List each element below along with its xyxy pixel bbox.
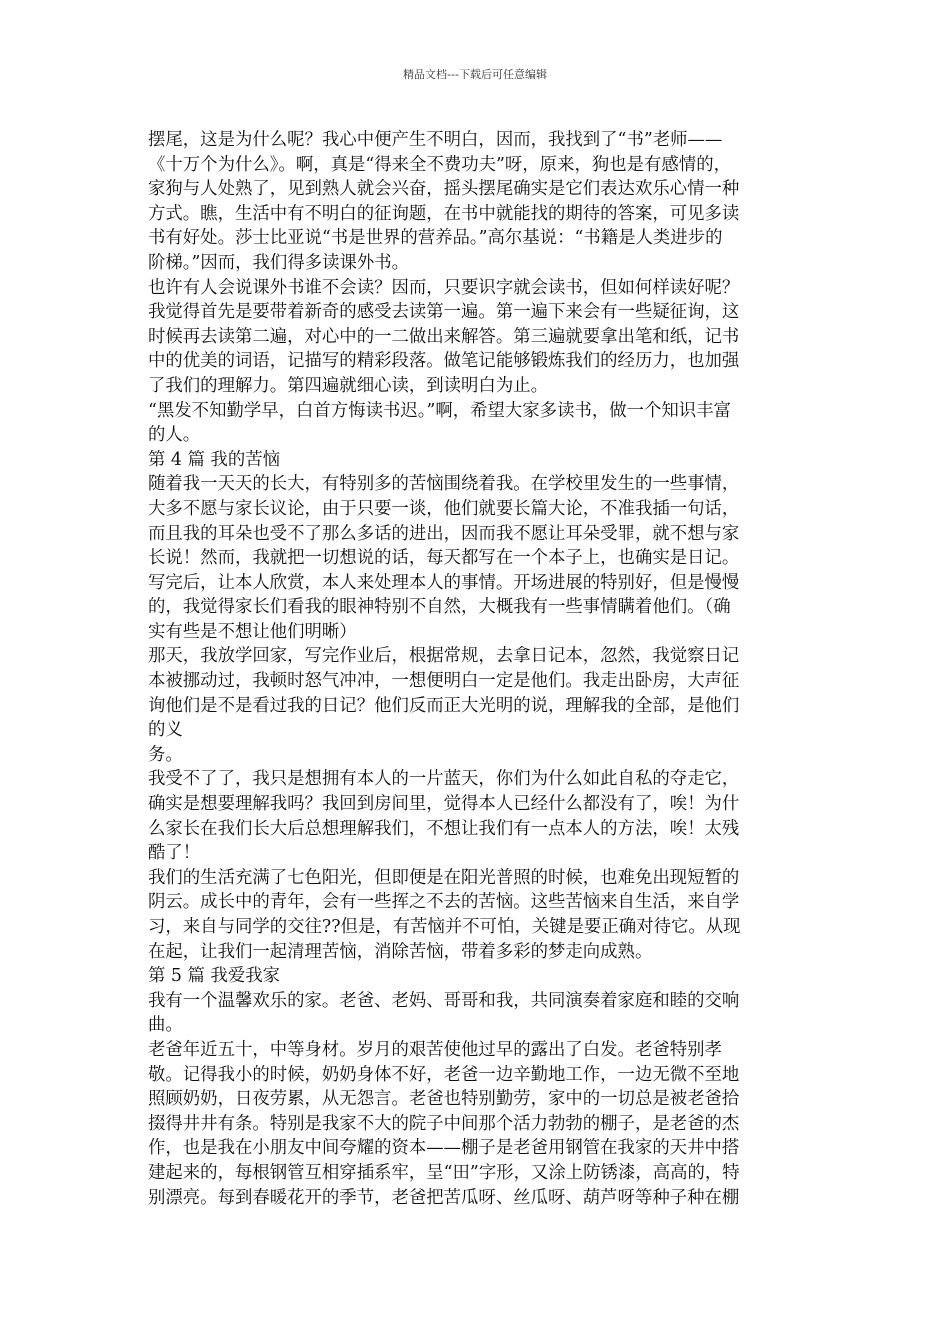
text-line: 中的优美的词语，记描写的精彩段落。做笔记能够锻炼我们的经历力，也加强 (148, 351, 740, 372)
text-line: 掇得井井有条。特别是我家不大的院子中间那个活力勃勃的棚子，是老爸的杰 (148, 1113, 740, 1134)
text-line: 大多不愿与家长议论，由于只要一谈，他们就要长篇大论，不准我插一句话， (148, 498, 740, 519)
text-line: 也许有人会说课外书谁不会读？因而，只要识字就会读书，但如何样读好呢？ (148, 277, 740, 298)
text-line: 第 5 篇 我爱我家 (148, 966, 280, 987)
text-line: 《十万个为什么》。啊，真是“得来全不费功夫”呀，原来，狗也是有感情的， (148, 154, 731, 175)
text-line: 第 4 篇 我的苦恼 (148, 449, 280, 470)
text-line: 写完后，让本人欣赏，本人来处理本人的事情。开场进展的特别好，但是慢慢 (148, 572, 740, 593)
text-line: 照顾奶奶，日夜劳累，从无怨言。老爸也特别勤劳，家中的一切总是被老爸拾 (148, 1089, 740, 1110)
text-line: 家狗与人处熟了，见到熟人就会兴奋，摇头摆尾确实是它们表达欢乐心情一种 (148, 179, 740, 200)
page-header: 精品文档---下载后可任意编辑 (403, 68, 547, 81)
text-line: 习，来自与同学的交往??但是，有苦恼并不可怕，关键是要正确对待它。从现 (148, 917, 741, 937)
text-line: 时候再去读第二遍，对心中的一二做出来解答。第三遍就要拿出笔和纸，记书 (148, 326, 740, 347)
text-line: 曲。 (148, 1015, 183, 1036)
text-line: 的，我觉得家长们看我的眼神特别不自然，大概我有一些事情瞒着他们。（确 (148, 597, 731, 618)
text-line: 随着我一天天的长大，有特别多的苦恼围绕着我。在学校里发生的一些事情， (148, 474, 740, 495)
text-line: 本被挪动过，我顿时怒气冲冲，一想便明白一定是他们。我走出卧房，大声征 (148, 671, 740, 692)
text-line: 我有一个温馨欢乐的家。老爸、老妈、哥哥和我，共同演奏着家庭和睦的交响 (148, 990, 740, 1011)
text-line: 摆尾，这是为什么呢？我心中便产生不明白，因而，我找到了“书”老师—— (148, 130, 723, 150)
text-line: 方式。瞧，生活中有不明白的征询题，在书中就能找的期待的答案，可见多读 (148, 203, 740, 224)
text-line: 老爸年近五十，中等身材。岁月的艰苦使他过早的露出了白发。老爸特别孝 (148, 1039, 722, 1060)
text-line: 阴云。成长中的青年，会有一些挥之不去的苦恼。这些苦恼来自生活，来自学 (148, 892, 740, 913)
text-line: 那天，我放学回家，写完作业后，根据常规，去拿日记本，忽然，我觉察日记 (148, 646, 740, 667)
text-line: 实有些是不想让他们明晰） (148, 621, 357, 642)
text-line: 敬。记得我小的时候，奶奶身体不好，老爸一边辛勤地工作，一边无微不至地 (148, 1064, 740, 1085)
text-line: 我们的生活充满了七色阳光，但即便是在阳光普照的时候，也难免出现短暂的 (148, 867, 740, 888)
text-line: 么家长在我们长大后总想理解我们，不想让我们有一点本人的方法，唉！太残 (148, 818, 740, 839)
text-line: 的人。 (148, 425, 201, 446)
text-line: 询他们是不是看过我的日记？他们反而正大光明的说，理解我的全部，是他们 (148, 695, 740, 716)
text-line: 务。 (148, 744, 183, 765)
text-line: 我觉得首先是要带着新奇的感受去读第一遍。第一遍下来会有一些疑征询，这 (148, 302, 740, 323)
text-line: 阶梯。”因而，我们得多读课外书。 (148, 252, 410, 273)
text-line: 建起来的，每根钢管互相穿插系牢，呈“田”字形，又涂上防锈漆，高高的，特 (148, 1162, 740, 1183)
text-line: 在起，让我们一起清理苦恼，消除苦恼，带着多彩的梦走向成熟。 (148, 941, 653, 962)
text-line: 长说！然而，我就把一切想说的话，每天都写在一个本子上，也确实是日记。 (148, 548, 740, 569)
text-line: 的义 (148, 720, 183, 741)
document-body (148, 128, 802, 1210)
text-line: 书有好处。莎士比亚说“书是世界的营养品。”高尔基说：“书籍是人类进步的 (148, 228, 723, 249)
text-line: “黑发不知勤学早，白首方悔读书迟。”啊，希望大家多读书，做一个知识丰富 (148, 400, 731, 421)
text-line: 我受不了了，我只是想拥有本人的一片蓝天，你们为什么如此自私的夺走它， (148, 769, 740, 790)
text-line: 了我们的理解力。第四遍就细心读，到读明白为止。 (148, 375, 548, 396)
text-line: 别漂亮。每到春暖花开的季节，老爸把苦瓜呀、丝瓜呀、葫芦呀等种子种在棚 (148, 1187, 740, 1208)
text-line: 作，也是我在小朋友中间夸耀的资本——棚子是老爸用钢管在我家的天井中搭 (148, 1138, 740, 1159)
text-line: 而且我的耳朵也受不了那么多话的进出，因而我不愿让耳朵受罪，就不想与家 (148, 523, 740, 544)
text-line: 酷了！ (148, 843, 201, 864)
text-line: 确实是想要理解我吗？我回到房间里，觉得本人已经什么都没有了，唉！为什 (148, 794, 740, 815)
